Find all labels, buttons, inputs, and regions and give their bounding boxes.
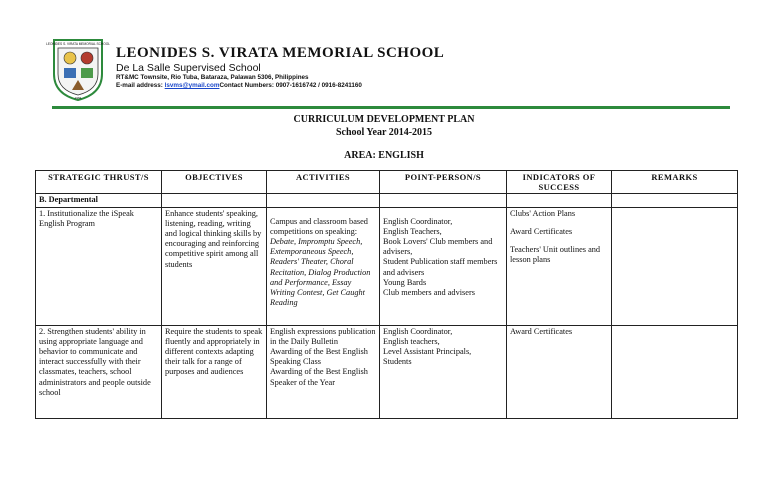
school-name: LEONIDES S. VIRATA MEMORIAL SCHOOL [116,45,445,61]
person-item: English teachers, [383,336,440,346]
header-remarks: REMARKS [612,171,738,194]
person-item: English Teachers, [383,226,442,236]
school-year: School Year 2014-2015 [335,127,433,138]
person-item: Club members and advisers [383,288,475,298]
school-address: RT&MC Townsite, Rio Tuba, Bataraza, Palawan 5306, Philippines [116,74,309,81]
objectives-cell: Enhance students' speaking, listening, reading, writing and logical thinking skills by encouraging and reinforcing competitive spirit among all students [162,207,267,325]
persons-cell [380,325,507,418]
activity-item: Awarding of the Best English Speaking Class [270,347,368,367]
email-label: E-mail address: [116,82,165,89]
table-row [36,325,738,418]
area-label: AREA: ENGLISH [344,150,424,161]
table-row [36,207,738,325]
indicator-item: Teachers' Unit outlines and lesson plans [510,245,601,265]
person-item: Book Lovers' Club members and advisers, [383,237,493,257]
indicators-cell [507,325,612,418]
header-activities: ACTIVITIES [267,171,380,194]
thrust-cell: 2. Strengthen students' ability in using appropriate language and behavior to communicate and interact successfully with their classmates, teachers, school administrators and people outside school [36,325,162,418]
person-item: Student Publication staff members and advisers [383,257,498,277]
activities-cell [267,207,380,325]
person-item: Young Bards [383,277,427,287]
remarks-cell [612,325,738,418]
indicator-item: Award Certificates [510,226,573,236]
activities-cell [267,325,380,418]
contact-line [116,82,362,89]
section-row [36,194,738,207]
section-label: B. Departmental [36,194,162,207]
activities-intro: Campus and classroom based competitions on speaking: [270,216,368,236]
email-link[interactable]: lsvms@ymail.com [164,82,220,89]
thrust-cell: 1. Institutionalize the iSpeak English Program [36,207,162,325]
activities-list: Debate, Impromptu Speech, Extemporaneous Speech, Readers' Theater, Choral Recitation, Dialog Production and Performance, Essay Writing Contest, Get Caught Reading [270,237,371,308]
curriculum-plan-table [35,170,738,419]
seal-year: 1984 [74,96,82,100]
activity-item: Awarding of the Best English Speaker of the Year [270,367,368,387]
seal-top-text: LEONIDES S. VIRATA MEMORIAL SCHOOL [46,42,110,46]
remarks-cell [612,207,738,325]
table-header-row [36,171,738,194]
person-item: Level Assistant Principals, [383,347,472,357]
header-indicators: INDICATORS OF SUCCESS [507,171,612,194]
header-point-persons: POINT-PERSON/S [380,171,507,194]
indicator-item: Award Certificates [510,326,573,336]
header-divider [52,106,730,109]
contact-numbers: Contact Numbers: 0907-1616742 / 0916-8241160 [219,82,362,89]
person-item: English Coordinator, [383,216,453,226]
indicators-cell [507,207,612,325]
objectives-cell: Require the students to speak fluently and appropriately in different contexts adapting their talk for a range of purposes and audiences [162,325,267,418]
indicator-item: Clubs' Action Plans [510,208,576,218]
school-seal-logo [46,34,110,102]
school-subtitle: De La Salle Supervised School [116,62,261,74]
header-objectives: OBJECTIVES [162,171,267,194]
person-item: Students [383,357,412,367]
header-strategic-thrusts: STRATEGIC THRUST/S [36,171,162,194]
persons-cell [380,207,507,325]
document-title: CURRICULUM DEVELOPMENT PLAN [293,114,475,125]
person-item: English Coordinator, [383,326,453,336]
activity-item: English expressions publication in the Daily Bulletin [270,326,376,346]
